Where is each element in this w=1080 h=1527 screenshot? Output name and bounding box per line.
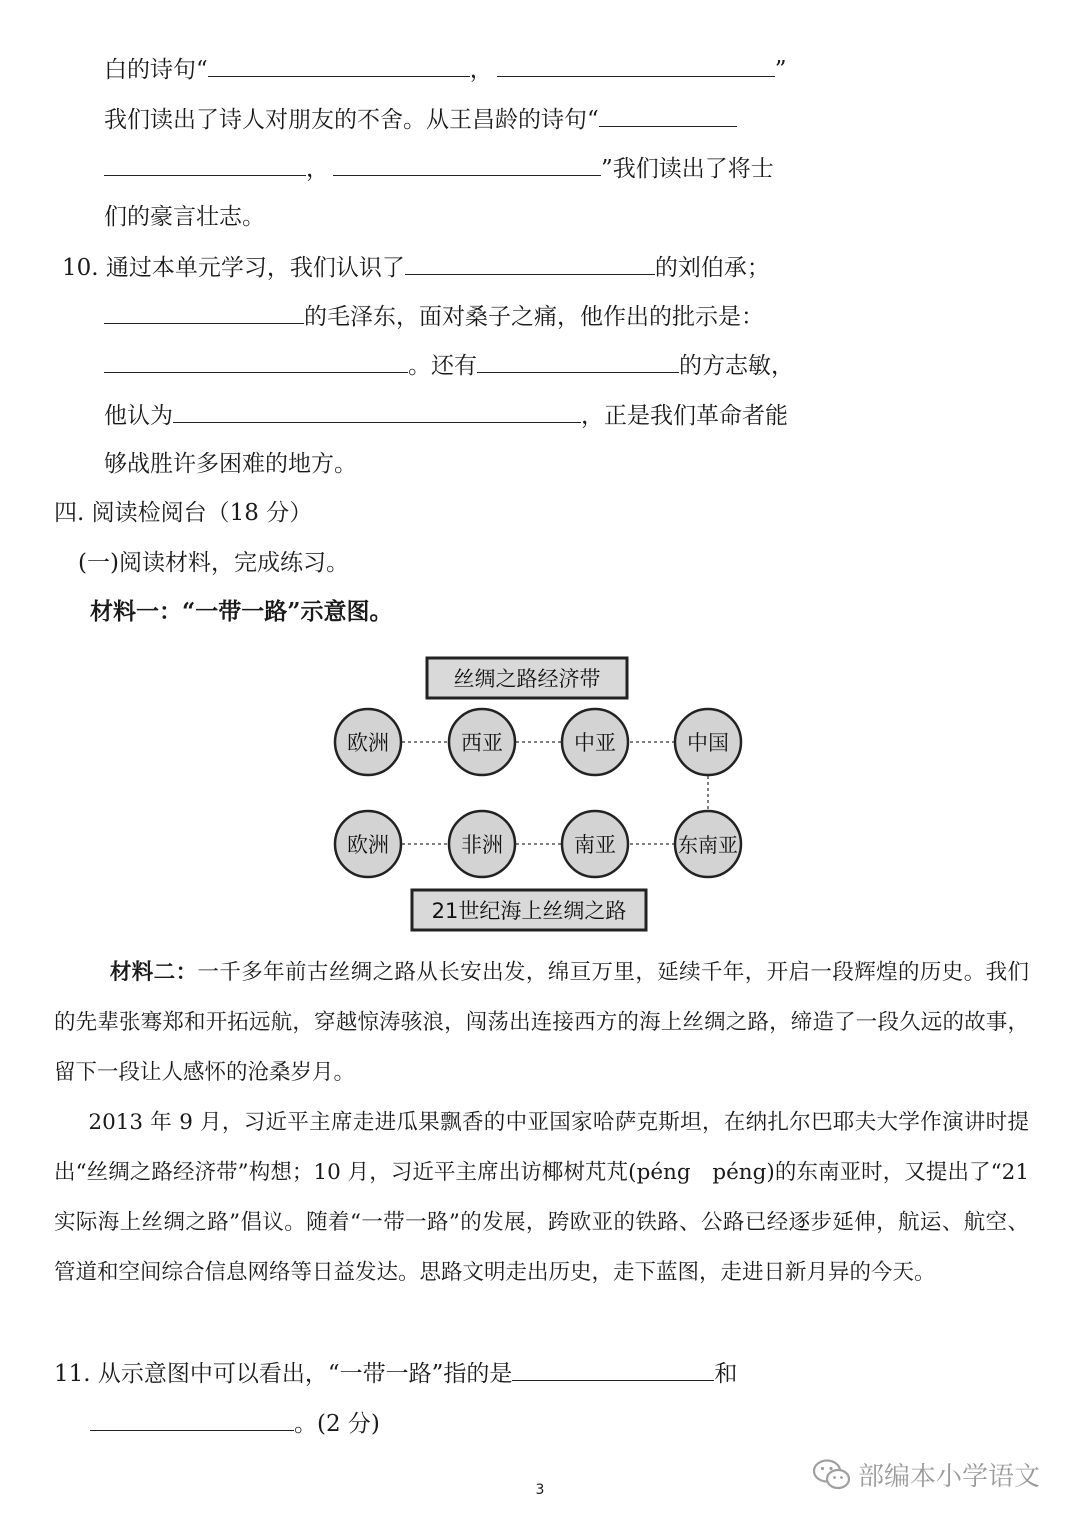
q10-line-4: 他认为 ，正是我们革命者能: [104, 400, 788, 431]
answer-blank[interactable]: [173, 400, 581, 423]
page-number: 3: [535, 1482, 545, 1498]
q11-line-2: 。(2 分): [90, 1408, 380, 1439]
answer-blank[interactable]: [512, 1358, 714, 1381]
material-one-label: 材料一：“一带一路”示意图。: [90, 598, 393, 625]
material-two-label: 材料二：: [109, 960, 198, 985]
node-europe-sea: 欧洲: [347, 833, 389, 857]
connector-lines: [402, 742, 708, 844]
material-two: [54, 948, 1029, 1298]
q9-line-1: 白的诗句“ ， ”: [104, 54, 787, 85]
material-two-paragraph-2: 2013 年 9 月，习近平主席走进瓜果飘香的中亚国家哈萨克斯坦，在纳扎尔巴耶夫大学作演讲时提出“丝绸之路经济带”构想；10 月，习近平主席出访椰树芃芃(péng péng)的东南亚时，又提出了“21 实际海上丝绸之路”倡议。随着“一带一路”的发展，跨欧亚的铁路、公路已经逐步延伸，航运、航空、管道和空间综合信息网络等日益发达。思路文明走出历史，走下蓝图，走进日新月异的今天。: [54, 1110, 1029, 1285]
answer-blank[interactable]: [333, 153, 601, 176]
watermark-text: 部编本小学语文: [858, 1462, 1041, 1492]
answer-blank[interactable]: [104, 153, 306, 176]
node-africa: 非洲: [461, 833, 503, 857]
q10-line-2: 的毛泽东，面对桑子之痛，他作出的批示是：: [104, 301, 764, 332]
wechat-icon: [812, 1458, 852, 1492]
q10-line-1: 10. 通过本单元学习，我们认识了 的刘伯承；: [62, 252, 770, 283]
q9-line-2: 我们读出了诗人对朋友的不舍。从王昌龄的诗句“: [104, 104, 737, 135]
q10-line-5: 够战胜许多困难的地方。: [104, 451, 357, 477]
top-row: [335, 709, 741, 775]
q10-line-3: 。还有 的方志敏，: [104, 350, 794, 381]
bottom-row: [335, 811, 741, 877]
node-southeast-asia: 东南亚: [678, 833, 738, 857]
bottom-label: 21世纪海上丝绸之路: [431, 899, 627, 923]
section-subtitle: (一)阅读材料，完成练习。: [78, 550, 349, 576]
q9-line-4: 们的豪言壮志。: [104, 204, 265, 230]
node-china: 中国: [687, 731, 729, 755]
answer-blank[interactable]: [477, 350, 679, 373]
section-title: 四. 阅读检阅台（18 分）: [54, 500, 313, 526]
watermark: [812, 1456, 1040, 1493]
belt-road-diagram: [330, 655, 750, 940]
q11-line-1: 11. 从示意图中可以看出，“一带一路”指的是 和: [54, 1358, 737, 1389]
answer-blank[interactable]: [104, 350, 408, 373]
material-two-paragraph-1: 材料二：一千多年前古丝绸之路从长安出发，绵亘万里，延续千年，开启一段辉煌的历史。我们的先辈张骞郑和开拓远航，穿越惊涛骇浪，闯荡出连接西方的海上丝绸之路，缔造了一段久远的故事，留下一段让人感怀的沧桑岁月。: [54, 960, 1029, 1085]
node-central-asia: 中亚: [574, 731, 616, 755]
node-west-asia: 西亚: [461, 731, 503, 755]
answer-blank[interactable]: [599, 104, 737, 127]
answer-blank[interactable]: [497, 54, 775, 77]
q9-line-3: ， ”我们读出了将士: [104, 153, 774, 184]
node-south-asia: 南亚: [574, 833, 616, 857]
answer-blank[interactable]: [208, 54, 470, 77]
top-label: 丝绸之路经济带: [453, 667, 601, 691]
answer-blank[interactable]: [104, 301, 304, 324]
answer-blank[interactable]: [90, 1408, 294, 1431]
answer-blank[interactable]: [405, 252, 655, 275]
node-europe: 欧洲: [347, 731, 389, 755]
